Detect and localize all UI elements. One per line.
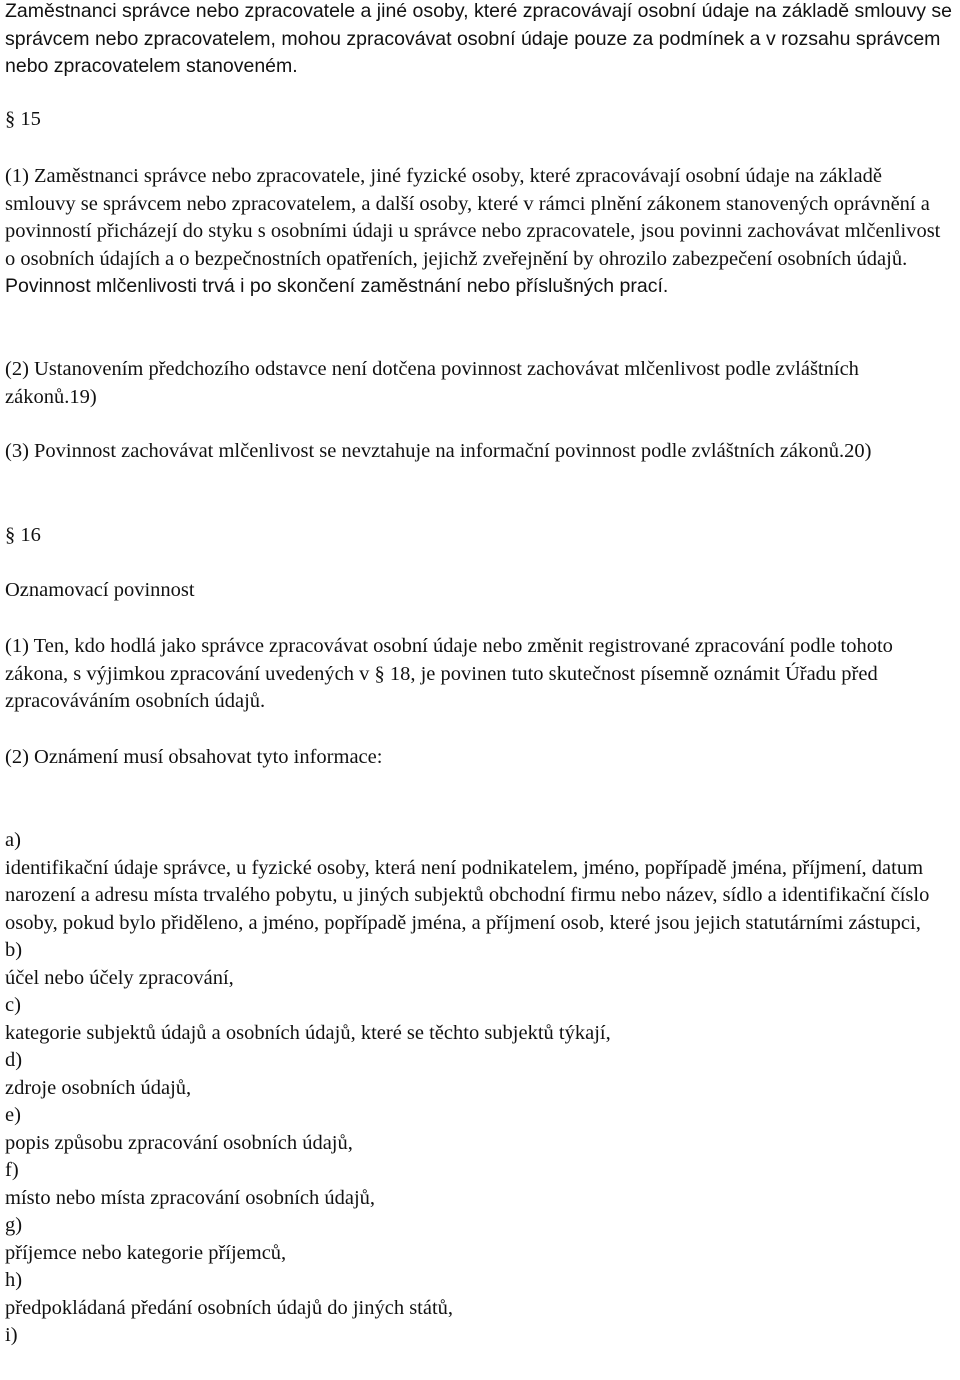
- list-item: [5, 1047, 955, 1102]
- list-item: [5, 1102, 955, 1157]
- list-item-letter: b): [5, 939, 23, 961]
- section-15-paragraph-2: (2) Ustanovením předchozího odstavce není dotčena povinnost zachovávat mlčenlivost podle zvláštních zákonů.19): [5, 358, 859, 408]
- list-item-text: popis způsobu zpracování osobních údajů,: [5, 1131, 353, 1154]
- list-item-letter: e): [5, 1104, 21, 1126]
- list-item: [5, 1212, 955, 1267]
- section-16-paragraph-1: (1) Ten, kdo hodlá jako správce zpracovávat osobní údaje nebo změnit registrované zpracování podle tohoto zákona, s výjimkou zpracování uvedených v § 18, je povinen tuto skutečnost písemně oznámit Úřadu před zpracováváním osobních údajů.: [5, 635, 893, 712]
- list-item: [5, 1157, 955, 1212]
- list-item: [5, 937, 955, 992]
- list-item-letter: h): [5, 1269, 23, 1291]
- list-item-letter: g): [5, 1214, 23, 1236]
- list-item-text: identifikační údaje správce, u fyzické osoby, která není podnikatelem, jméno, popřípadě jména, příjmení, datum narození a adresu místa trvalého pobytu, u jiných subjektů obchodní firmu nebo název, sídlo a identifikační číslo osoby, pokud bylo přiděleno, a jméno, popřípadě jména, a příjmení osob, které jsou jejich statutárními zástupci,: [5, 856, 930, 934]
- list-item: [5, 1267, 955, 1322]
- list-item-text: předpokládaná předání osobních údajů do jiných států,: [5, 1296, 454, 1319]
- section-15-heading: § 15: [5, 108, 41, 130]
- list-item-letter: d): [5, 1049, 23, 1071]
- list-item: [5, 827, 955, 937]
- section-15-paragraph-1: [5, 163, 955, 301]
- section-15-paragraph-3: (3) Povinnost zachovávat mlčenlivost se nevztahuje na informační povinnost podle zvláštních zákonů.20): [5, 440, 872, 462]
- section-16-paragraph-2: (2) Oznámení musí obsahovat tyto informace:: [5, 746, 383, 768]
- list-item-letter: i): [5, 1324, 18, 1346]
- section-15-paragraph-1-tail: Povinnost mlčenlivosti trvá i po skončení zaměstnání nebo příslušných prací.: [5, 275, 669, 297]
- section-16-heading: § 16: [5, 524, 41, 546]
- list-item-text: kategorie subjektů údajů a osobních údajů, které se těchto subjektů týkají,: [5, 1021, 611, 1044]
- list-item-letter: c): [5, 994, 21, 1016]
- intro-paragraph: Zaměstnanci správce nebo zpracovatele a jiné osoby, které zpracovávají osobní údaje na základě smlouvy se správcem nebo zpracovatelem, mohou zpracovávat osobní údaje pouze za podmínek a v rozsahu správcem nebo zpracovatelem stanoveném.: [5, 0, 952, 77]
- list-item-text: účel nebo účely zpracování,: [5, 966, 234, 989]
- list-item: [5, 1322, 955, 1350]
- notification-items-list: [5, 827, 955, 1350]
- list-item-text: příjemce nebo kategorie příjemců,: [5, 1241, 287, 1264]
- list-item-text: zdroje osobních údajů,: [5, 1076, 192, 1099]
- list-item-letter: a): [5, 829, 21, 851]
- list-item-letter: f): [5, 1159, 19, 1181]
- list-item: [5, 992, 955, 1047]
- list-item-text: místo nebo místa zpracování osobních údajů,: [5, 1186, 376, 1209]
- section-15-paragraph-1-main: (1) Zaměstnanci správce nebo zpracovatele, jiné fyzické osoby, které zpracovávají osobní údaje na základě smlouvy se správcem nebo zpracovatelem, a další osoby, které v rámci plnění zákonem stanovených oprávnění a povinností přicházejí do styku s osobními údaji u správce nebo zpracovatele, jsou povinni zachovávat mlčenlivost o osobních údajích a o bezpečnostních opatřeních, jejichž zveřejnění by ohrozilo zabezpečení osobních údajů.: [5, 165, 941, 270]
- section-16-title: Oznamovací povinnost: [5, 579, 195, 601]
